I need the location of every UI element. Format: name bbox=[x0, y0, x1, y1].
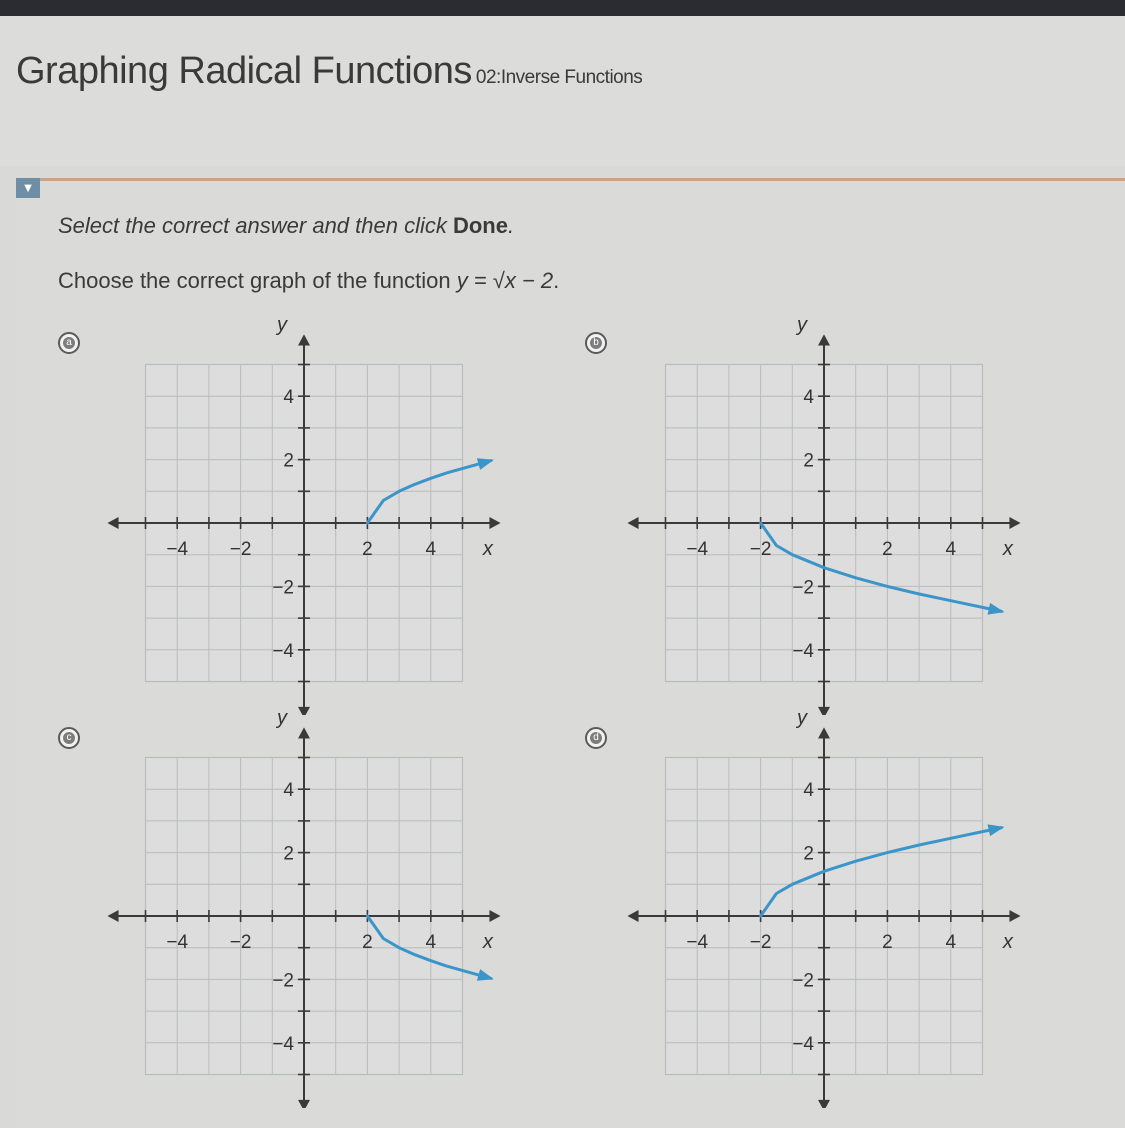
y-axis-arrow-up bbox=[818, 334, 830, 345]
y-tick-label: −2 bbox=[792, 970, 814, 992]
x-axis-label: x bbox=[482, 931, 493, 953]
x-axis-arrow-right bbox=[489, 517, 500, 529]
x-axis-arrow-left bbox=[107, 517, 118, 529]
question-end: . bbox=[553, 268, 560, 293]
instruction-prefix: Select the correct answer and then click bbox=[58, 213, 453, 238]
instruction-done: Done bbox=[452, 213, 508, 238]
y-axis-arrow-up bbox=[298, 334, 310, 345]
x-tick-label: −2 bbox=[749, 932, 772, 953]
y-axis-label: y bbox=[277, 708, 287, 730]
curve-arrowhead bbox=[988, 603, 1005, 615]
y-tick-label: −4 bbox=[272, 1033, 294, 1055]
x-axis-arrow-right bbox=[489, 910, 500, 922]
curve-arrowhead bbox=[988, 824, 1005, 836]
option-c-label: c bbox=[63, 732, 75, 744]
y-axis-arrow-up bbox=[298, 727, 310, 738]
x-tick-label: 2 bbox=[362, 932, 373, 953]
x-axis-arrow-right bbox=[1009, 517, 1020, 529]
x-tick-label: −4 bbox=[166, 932, 189, 953]
option-d-radio[interactable] bbox=[585, 727, 607, 749]
option-b-label: b bbox=[590, 337, 602, 349]
x-tick-label: −4 bbox=[686, 539, 709, 560]
page-subtitle: 02:Inverse Functions bbox=[475, 67, 643, 88]
graph-option-c[interactable] bbox=[100, 708, 520, 1108]
graph-option-b[interactable] bbox=[620, 315, 1040, 715]
instruction-text bbox=[58, 213, 514, 239]
question-function: y = √x − 2 bbox=[456, 268, 554, 293]
y-tick-label: −2 bbox=[792, 577, 814, 599]
curve-arrowhead bbox=[477, 969, 494, 981]
option-a-label: a bbox=[63, 337, 75, 349]
option-c-radio[interactable] bbox=[58, 727, 80, 749]
graph-option-a[interactable] bbox=[100, 315, 520, 715]
y-axis-arrow-up bbox=[818, 727, 830, 738]
x-tick-label: −2 bbox=[229, 539, 252, 560]
y-tick-label: −4 bbox=[792, 640, 814, 662]
x-tick-label: 4 bbox=[425, 539, 437, 560]
x-tick-label: 2 bbox=[882, 932, 893, 953]
flag-icon[interactable]: ▼ bbox=[16, 178, 40, 198]
option-d-label: d bbox=[590, 732, 602, 744]
x-tick-label: −4 bbox=[686, 932, 709, 953]
x-tick-label: 2 bbox=[882, 539, 893, 560]
y-tick-label: 2 bbox=[803, 450, 814, 472]
y-tick-label: −4 bbox=[792, 1033, 814, 1055]
y-tick-label: 4 bbox=[803, 780, 814, 802]
x-axis-label: x bbox=[482, 538, 493, 560]
x-axis-arrow-right bbox=[1009, 910, 1020, 922]
instruction-suffix: . bbox=[507, 213, 515, 238]
page-title-text: Graphing Radical Functions bbox=[16, 50, 472, 92]
y-tick-label: 4 bbox=[283, 780, 294, 802]
y-tick-label: 4 bbox=[283, 387, 294, 409]
graph-option-d[interactable] bbox=[620, 708, 1040, 1108]
x-tick-label: 4 bbox=[945, 539, 957, 560]
x-axis-arrow-left bbox=[627, 517, 638, 529]
y-tick-label: −2 bbox=[272, 577, 294, 599]
x-axis-arrow-left bbox=[627, 910, 638, 922]
x-axis-label: x bbox=[1002, 931, 1013, 953]
y-tick-label: 2 bbox=[283, 843, 294, 865]
y-axis-label: y bbox=[797, 708, 807, 730]
header bbox=[0, 16, 1125, 166]
option-a-radio[interactable] bbox=[58, 332, 80, 354]
page-title bbox=[16, 50, 642, 93]
y-axis-label: y bbox=[277, 315, 287, 337]
x-tick-label: 4 bbox=[425, 932, 437, 953]
option-b-radio[interactable] bbox=[585, 332, 607, 354]
y-tick-label: −2 bbox=[272, 970, 294, 992]
x-axis-arrow-left bbox=[107, 910, 118, 922]
curve-arrowhead bbox=[477, 458, 494, 470]
y-axis-label: y bbox=[797, 315, 807, 337]
x-axis-label: x bbox=[1002, 538, 1013, 560]
x-tick-label: 4 bbox=[945, 932, 957, 953]
question-prompt: Choose the correct graph of the function bbox=[58, 268, 457, 293]
x-tick-label: −4 bbox=[166, 539, 189, 560]
x-tick-label: 2 bbox=[362, 539, 373, 560]
y-tick-label: 2 bbox=[283, 450, 294, 472]
y-tick-label: 2 bbox=[803, 843, 814, 865]
top-bar bbox=[0, 0, 1125, 16]
y-axis-arrow-down bbox=[298, 1100, 310, 1108]
y-tick-label: 4 bbox=[803, 387, 814, 409]
x-tick-label: −2 bbox=[229, 932, 252, 953]
x-tick-label: −2 bbox=[749, 539, 772, 560]
y-axis-arrow-down bbox=[818, 1100, 830, 1108]
question-text bbox=[58, 268, 559, 294]
y-tick-label: −4 bbox=[272, 640, 294, 662]
